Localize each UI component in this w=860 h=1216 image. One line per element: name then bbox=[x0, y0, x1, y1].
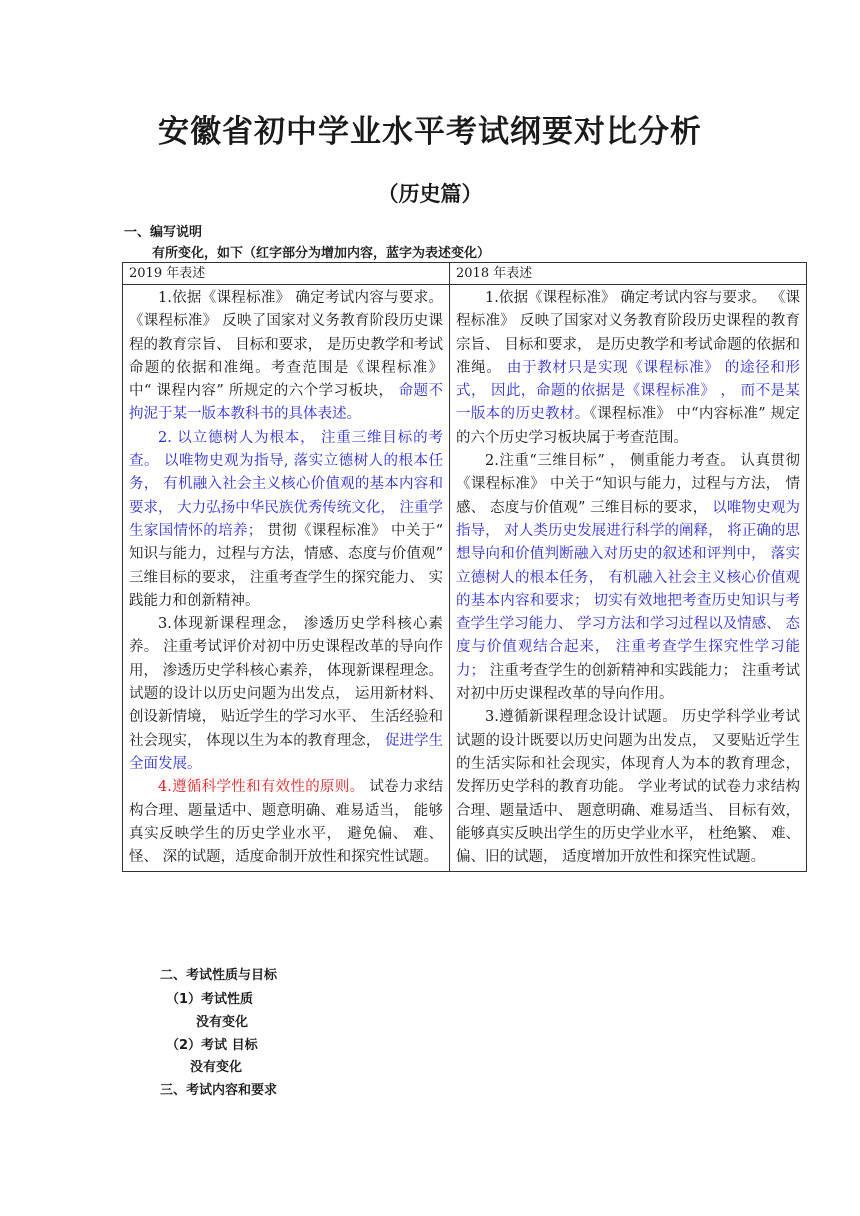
section2-heading: 二、考试性质与目标 bbox=[160, 968, 278, 983]
header-2018: 2018 年表述 bbox=[450, 263, 807, 285]
section2-sub1: （1）考试性质 bbox=[166, 992, 254, 1007]
section1-heading: 一、编写说明 bbox=[124, 225, 203, 240]
section2-sub2-text: 没有变化 bbox=[190, 1060, 243, 1075]
left-paragraph-4: 4.遵循科学性和有效性的原则。 试卷力求结构合理、题量适中、题意明确、难易适当， 能够真实反映学生的历史学业水平， 避免偏、 难、 怪、 深的试题，适度命制开放性和探究性试题。 bbox=[129, 779, 443, 866]
section3-heading: 三、考试内容和要求 bbox=[160, 1083, 278, 1098]
left-paragraph-3: 3.体现新课程理念， 渗透历史学科核心素养。 注重考试评价对初中历史课程改革的导向作用， 渗透历史学科核心素养， 体现新课程理念。 试题的设计以历史问题为出发点， 运用新材料、 创设新情境， 贴近学生的学习水平、 生活经验和社会现实， 体现以生为本的教育理念， 促进学生全面发展。 bbox=[129, 616, 444, 772]
left-paragraph-2: 2. 以立德树人为根本， 注重三维目标的考查。 以唯物史观为指导, 落实立德树人的根本任务， 有机融入社会主义核心价值观的基本内容和要求， 大力弘扬中华民族优秀传统文化， 注重学生家国情怀的培养； 贯彻《课程标准》 中关于“ 知识与能力，过程与方法，情感、态度与价值观” 三维目标的要求， 注重考查学生的探究能力、 实践能力和创新精神。 bbox=[129, 429, 443, 609]
left-paragraph-1: 1.依据《课程标准》 确定考试内容与要求。 《课程标准》 反映了国家对义务教育阶段历史课程的教育宗旨、 目标和要求， 是历史教学和考试命题的依据和准绳。考查范围是《课程标准》 中“ 课程内容” 所规定的六个学习板块， 命题不拘泥于某一版本教科书的具体表述。 bbox=[129, 290, 443, 423]
right-paragraph-1: 1.依据《课程标准》 确定考试内容与要求。 《课程标准》 反映了国家对义务教育阶段历史课程的教育宗旨、 目标和要求， 是历史教学和考试命题的依据和准绳。 由于教材只是实现《课程标准》 的途径和形式， 因此，命题的依据是《课程标准》 ， 而不是某一版本的历史教材。《课程标准》 中“内容标准” 规定的六个历史学习板块属于考查范围。 bbox=[456, 290, 801, 446]
section1-note: 有所变化，如下（红字部分为增加内容，蓝字为表述变化） bbox=[152, 246, 491, 261]
header-2019: 2019 年表述 bbox=[123, 263, 450, 285]
right-paragraph-3: 3.遵循新课程理念设计试题。 历史学科学业考试试题的设计既要以历史问题为出发点， 又要贴近学生的生活实际和社会现实，体现育人为本的教育理念， 发挥历史学科的教育功能。 学业考试的试卷力求结构合理、题量适中、 题意明确、难易适当、 目标有效，能够真实反映出学生的历史学业水平， 杜绝繁、 难、 偏、旧的试题， 适度增加开放性和探究性试题。 bbox=[456, 709, 800, 866]
document-subtitle: （历史篇） bbox=[377, 182, 483, 206]
cell-2019 bbox=[123, 285, 450, 872]
document-title: 安徽省初中学业水平考试纲要对比分析 bbox=[158, 114, 702, 150]
cell-2018 bbox=[450, 285, 807, 872]
right-paragraph-2: 2.注重“三维目标” ， 侧重能力考查。 认真贯彻《课程标准》 中关于“知识与能力，过程与方法， 情感、 态度与价值观” 三维目标的要求， 以唯物史观为指导， 对人类历史发展进行科学的阐释， 将正确的思想导向和价值判断融入对历史的叙述和评判中， 落实立德树人的根本任务， 有机融入社会主义核心价值观的基本内容和要求； 切实有效地把考查历史知识与考查学生学习能力、 学习方法和学习过程以及情感、 态度与价值观结合起来， 注重考查学生探究性学习能力； 注重考查学生的创新精神和实践能力； 注重考试对初中历史课程改革的导向作用。 bbox=[456, 453, 801, 703]
section2-sub2: （2）考试 目标 bbox=[166, 1038, 258, 1053]
section2-sub1-text: 没有变化 bbox=[196, 1015, 249, 1030]
comparison-table bbox=[122, 262, 807, 872]
